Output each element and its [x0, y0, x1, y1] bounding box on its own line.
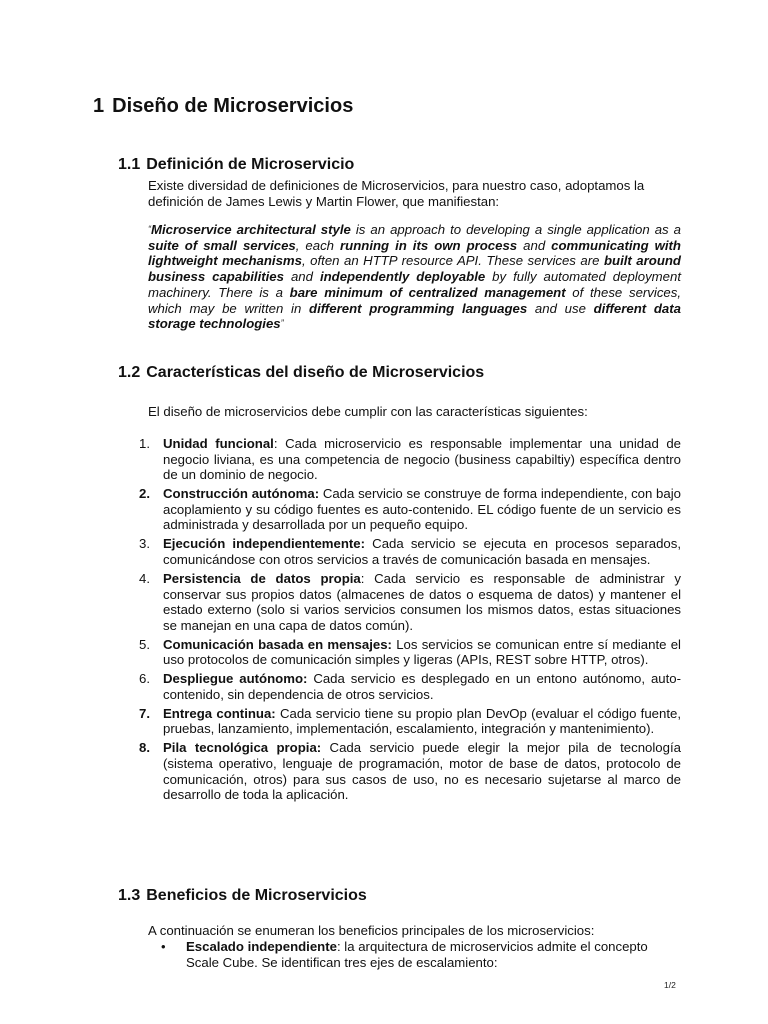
- quote-text: and: [283, 269, 320, 285]
- characteristics-intro: El diseño de microservicios debe cumplir con las características siguientes:: [148, 404, 588, 419]
- list-item-number: 7.: [139, 705, 150, 721]
- characteristics-list: [133, 436, 681, 806]
- list-item-text: Cada servicio es desplegado en un entono autónomo, auto-contenido, sin dependencia de otros servicios.: [163, 671, 682, 702]
- list-item: [133, 671, 681, 702]
- quote-text: , each: [295, 237, 341, 253]
- section-number: 1.3: [118, 887, 141, 904]
- bullet-separator: :: [336, 939, 345, 954]
- quote-text: and use: [527, 300, 594, 316]
- section-1-1-heading: [118, 155, 354, 175]
- benefits-list: [158, 939, 678, 970]
- list-item: [133, 571, 681, 633]
- quote-emphasis: independently deployable: [319, 269, 486, 285]
- list-item: [133, 740, 681, 802]
- list-item: [133, 486, 681, 533]
- definition-quote: [148, 222, 681, 332]
- list-item: [133, 637, 681, 668]
- list-item-number: 3.: [139, 536, 150, 552]
- list-item-text: Cada servicio puede elegir la mejor pila de tecnología (sistema operativo, lenguaje de programación, motor de base de datos, protocolo de comunicación, otros) para sus casos de uso, no es necesario sujetarse al marco de desarrollo de toda la aplicación.: [163, 740, 681, 803]
- quote-emphasis: running in its own process: [340, 237, 518, 253]
- quote-open-mark: “: [148, 224, 151, 234]
- quote-text: of these services, which may be written in: [148, 284, 681, 316]
- list-item-term: Pila tecnológica propia:: [163, 740, 322, 756]
- list-item-term: Entrega continua:: [163, 705, 276, 721]
- list-item-term: Persistencia de datos propia: [163, 570, 361, 586]
- quote-close-mark: ”: [280, 318, 284, 329]
- section-number: 1.1: [118, 156, 141, 173]
- quote-emphasis: built around business capabilities: [148, 253, 681, 285]
- quote-text: and: [517, 237, 552, 253]
- list-item: [133, 536, 681, 567]
- list-item-separator: [321, 740, 329, 755]
- section-title: Beneficios de Microservicios: [146, 887, 367, 904]
- quote-emphasis: Microservice architectural style: [151, 222, 351, 237]
- quote-text: is an approach to developing a single application as a: [350, 222, 681, 237]
- list-item-separator: :: [360, 570, 375, 586]
- bullet-icon: •: [161, 939, 166, 954]
- list-item-text: Los servicios se comunican entre sí mediante el uso protocolos de comunicación simples y ligeras (APIs, REST sobre HTTP, otros).: [163, 636, 681, 668]
- list-item-number: 2.: [139, 486, 150, 502]
- section-title: Diseño de Microservicios: [112, 95, 354, 117]
- bullet-text: la arquitectura de microservicios admite el concepto Scale Cube. Se identifican tres ejes de escalamiento:: [186, 939, 648, 970]
- list-item-number: 8.: [139, 740, 150, 756]
- quote-emphasis: bare minimum of centralized management: [289, 284, 566, 300]
- list-item-number: 5.: [139, 636, 150, 652]
- quote-emphasis: communicating with lightweight mechanisms: [148, 237, 681, 269]
- section-number: 1.2: [118, 364, 141, 381]
- list-item-text: Cada microservicio es responsable implementar una unidad de negocio liviana, es una competencia de negocio (business capabiltiy) específica dentro de un dominio de negocio.: [163, 436, 682, 483]
- list-item-text: Cada servicio tiene su propio plan DevOp (evaluar el código fuente, pruebas, lanzamiento, implementación, escalamiento, integración y mantenimiento).: [163, 705, 682, 737]
- quote-text: , often an HTTP resource API. These services are: [302, 253, 604, 269]
- list-item-number: 4.: [139, 570, 150, 586]
- bullet-term: Escalado independiente: [186, 939, 337, 954]
- quote-emphasis: suite of small services: [148, 237, 296, 253]
- list-item-number: 6.: [139, 671, 150, 687]
- quote-text: by fully automated deployment machinery. There is a: [148, 269, 681, 300]
- definition-intro: Existe diversidad de definiciones de Microservicios, para nuestro caso, adoptamos la definición de James Lewis y Martin Flower, que manifiestan:: [148, 178, 645, 209]
- list-item: [133, 706, 681, 737]
- list-item-text: Cada servicio se construye de forma independiente, con bajo acoplamiento y su código fuentes es auto-contenido. EL código fuente de un servicio es administrada y desarrollada por un pequeño equipo.: [163, 486, 681, 533]
- list-item-number: 1.: [139, 436, 150, 451]
- list-item-term: Ejecución independientemente:: [163, 536, 366, 552]
- section-title: Características del diseño de Microservicios: [146, 364, 485, 381]
- section-number: 1: [93, 95, 105, 117]
- quote-emphasis: different programming languages: [309, 300, 528, 316]
- quote-emphasis: different data storage technologies: [148, 300, 681, 332]
- list-item-term: Despliegue autónomo:: [163, 671, 308, 687]
- list-item-term: Comunicación basada en mensajes:: [163, 636, 392, 652]
- section-1-3-heading: [118, 886, 367, 906]
- list-item-term: Unidad funcional: [163, 436, 274, 451]
- list-item-term: Construcción autónoma:: [163, 486, 320, 502]
- benefits-intro: A continuación se enumeran los beneficios principales de los microservicios:: [148, 923, 595, 938]
- section-title: Definición de Microservicio: [146, 156, 355, 173]
- section-1-2-heading: [118, 363, 484, 383]
- list-item-text: Cada servicio es responsable de administrar y conservar sus propios datos (almacenes de datos o esquema de datos) y mantener el estado externo (solo si varios servicios consumen los mismos datos, estas situaciones se manejan en una capa de datos común).: [163, 570, 681, 633]
- page-number: 1/2: [664, 980, 676, 990]
- bullet-item: [158, 939, 678, 970]
- list-item: [133, 436, 681, 483]
- list-item-separator: :: [273, 436, 286, 451]
- list-item-text: Cada servicio se ejecuta en procesos separados, comunicándose con otros servicios a través de comunicación basada en mensajes.: [163, 536, 681, 567]
- section-1-heading: [93, 94, 353, 118]
